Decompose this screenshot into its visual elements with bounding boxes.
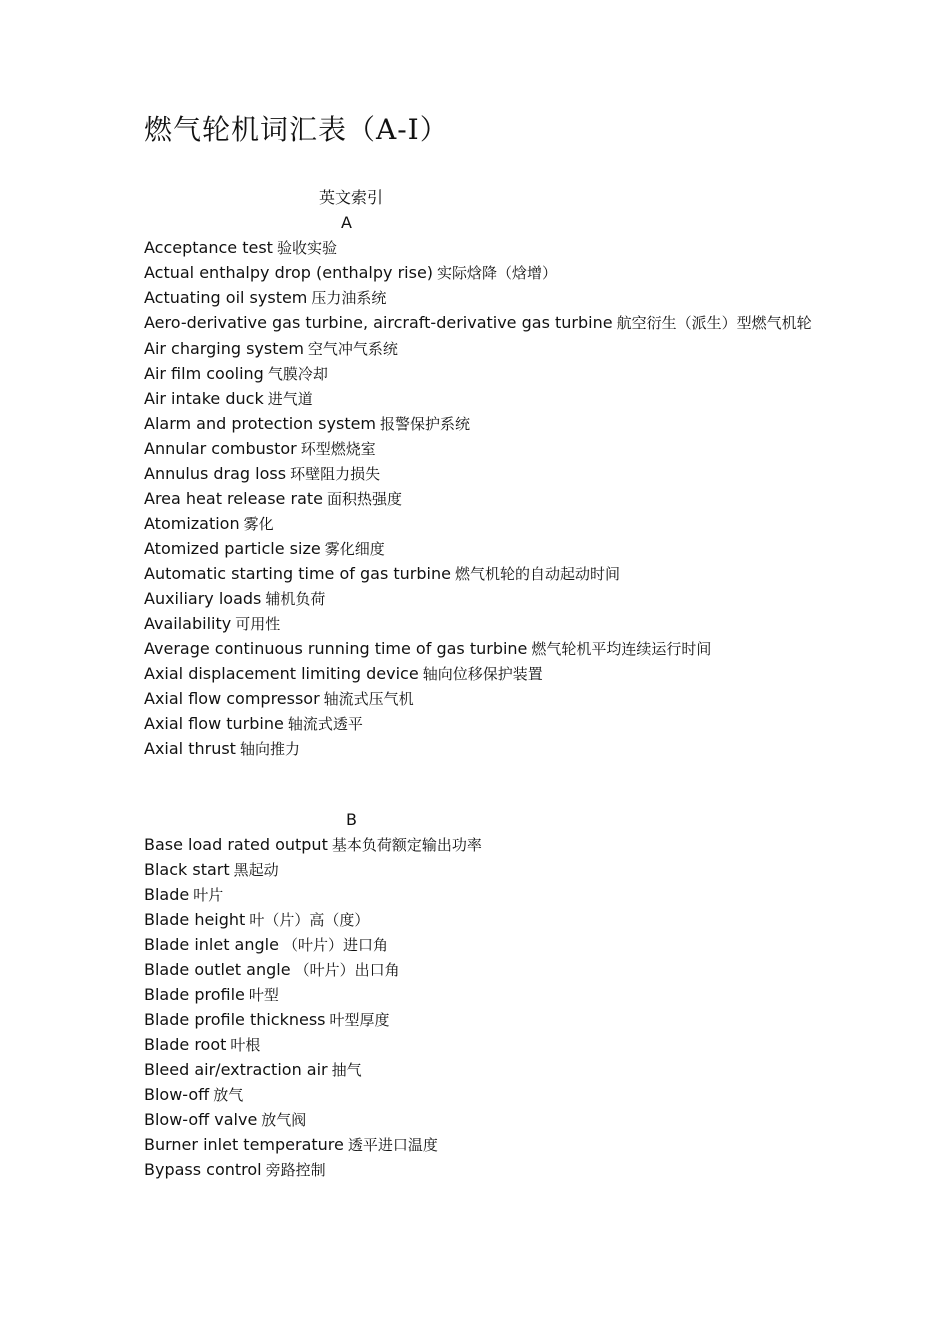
entry-chinese-term: 辅机负荷: [265, 590, 326, 608]
entry-english-term: Atomized particle size: [144, 539, 321, 558]
entry-chinese-term: 轴流式压气机: [323, 690, 414, 708]
entry-chinese-term: 空气冲气系统: [307, 340, 398, 358]
glossary-entry: [144, 711, 824, 736]
glossary-entry: [144, 957, 824, 982]
entry-chinese-term: 可用性: [235, 615, 281, 633]
glossary-entry: [144, 310, 824, 336]
entry-chinese-term: 进气道: [267, 390, 313, 408]
entry-english-term: Base load rated output: [144, 835, 328, 854]
entry-english-term: Blade profile thickness: [144, 1010, 326, 1029]
entry-chinese-term: 放气: [213, 1086, 244, 1104]
entry-english-term: Air intake duck: [144, 389, 264, 408]
entry-english-term: Blade root: [144, 1035, 227, 1054]
entry-english-term: Bypass control: [144, 1160, 262, 1179]
glossary-entry: [144, 1007, 824, 1032]
entry-english-term: Atomization: [144, 514, 240, 533]
entry-english-term: Alarm and protection system: [144, 414, 377, 433]
entry-chinese-term: 叶型: [248, 986, 279, 1004]
entry-chinese-term: 叶（片）高（度）: [249, 911, 370, 929]
entry-english-term: Axial flow compressor: [144, 689, 320, 708]
glossary-entry: [144, 982, 824, 1007]
glossary-entry: [144, 611, 824, 636]
entry-chinese-term: 雾化细度: [324, 540, 385, 558]
glossary-entry: [144, 1107, 824, 1132]
entry-chinese-term: 面积热强度: [326, 490, 402, 508]
entry-english-term: Acceptance test: [144, 238, 273, 257]
entry-english-term: Blow-off: [144, 1085, 210, 1104]
glossary-entry: [144, 235, 824, 260]
glossary-entry: [144, 1132, 824, 1157]
entry-chinese-term: 抽气: [331, 1061, 362, 1079]
glossary-entry: [144, 932, 824, 957]
entry-chinese-term: 叶片: [193, 886, 224, 904]
index-label: 英文索引: [319, 188, 384, 207]
glossary-entry: [144, 486, 824, 511]
entry-english-term: Blow-off valve: [144, 1110, 258, 1129]
glossary-entry: [144, 686, 824, 711]
glossary-entry: [144, 386, 824, 411]
entry-english-term: Axial thrust: [144, 739, 236, 758]
entry-english-term: Blade profile: [144, 985, 245, 1004]
glossary-entry: [144, 436, 824, 461]
glossary-entry: [144, 1057, 824, 1082]
entry-english-term: Actual enthalpy drop (enthalpy rise): [144, 263, 434, 282]
entry-english-term: Blade outlet angle: [144, 960, 291, 979]
entry-english-term: Area heat release rate: [144, 489, 323, 508]
entry-english-term: Actuating oil system: [144, 288, 308, 307]
entry-chinese-term: 透平进口温度: [347, 1136, 438, 1154]
entry-chinese-term: （叶片）出口角: [294, 961, 400, 979]
entry-chinese-term: 轴流式透平: [287, 715, 363, 733]
entry-english-term: Availability: [144, 614, 232, 633]
glossary-entry: [144, 336, 824, 361]
glossary-entry: [144, 1082, 824, 1107]
entry-english-term: Annulus drag loss: [144, 464, 287, 483]
glossary-entry: [144, 561, 824, 586]
glossary-entry: [144, 907, 824, 932]
entry-chinese-term: 报警保护系统: [380, 415, 471, 433]
entry-chinese-term: 压力油系统: [311, 289, 387, 307]
glossary-entry: [144, 1032, 824, 1057]
glossary-entry: [144, 586, 824, 611]
glossary-entry: [144, 832, 824, 857]
entry-chinese-term: 旁路控制: [265, 1161, 326, 1179]
entry-chinese-term: 轴向推力: [239, 740, 300, 758]
glossary-entry: [144, 511, 824, 536]
entry-english-term: Bleed air/extraction air: [144, 1060, 328, 1079]
entry-english-term: Axial displacement limiting device: [144, 664, 419, 683]
entry-english-term: Blade height: [144, 910, 246, 929]
section-letter-b: B: [346, 810, 357, 829]
entry-english-term: Average continuous running time of gas turbine: [144, 639, 528, 658]
entry-english-term: Blade inlet angle: [144, 935, 279, 954]
entry-english-term: Burner inlet temperature: [144, 1135, 344, 1154]
entry-english-term: Air charging system: [144, 339, 304, 358]
glossary-entry: [144, 1157, 824, 1182]
glossary-entry: [144, 636, 824, 661]
glossary-entry: [144, 661, 824, 686]
glossary-entry: [144, 461, 824, 486]
glossary-entry: [144, 285, 824, 310]
glossary-entry: [144, 361, 824, 386]
section-b-entries: [144, 832, 824, 1182]
entry-english-term: Blade: [144, 885, 190, 904]
entry-chinese-term: 实际焓降（焓增）: [437, 264, 558, 282]
glossary-entry: [144, 536, 824, 561]
entry-chinese-term: 燃气轮机平均连续运行时间: [531, 640, 712, 658]
entry-english-term: Annular combustor: [144, 439, 297, 458]
entry-chinese-term: 环壁阻力损失: [290, 465, 381, 483]
entry-english-term: Aero-derivative gas turbine, aircraft-derivative gas turbine: [144, 313, 613, 332]
entry-chinese-term: 航空衍生（派生）型燃气机轮: [616, 314, 812, 332]
entry-chinese-term: 燃气机轮的自动起动时间: [454, 565, 620, 583]
glossary-entry: [144, 857, 824, 882]
entry-english-term: Auxiliary loads: [144, 589, 262, 608]
document-title: 燃气轮机词汇表（A-I）: [144, 113, 449, 146]
entry-english-term: Black start: [144, 860, 230, 879]
entry-chinese-term: 环型燃烧室: [300, 440, 376, 458]
glossary-entry: [144, 260, 824, 285]
glossary-entry: [144, 882, 824, 907]
section-a-entries: [144, 235, 824, 761]
entry-english-term: Automatic starting time of gas turbine: [144, 564, 451, 583]
entry-chinese-term: 气膜冷却: [267, 365, 328, 383]
glossary-entry: [144, 736, 824, 761]
section-letter-a: A: [341, 213, 352, 232]
entry-chinese-term: 验收实验: [276, 239, 337, 257]
entry-chinese-term: 黑起动: [233, 861, 279, 879]
entry-english-term: Air film cooling: [144, 364, 264, 383]
entry-chinese-term: （叶片）进口角: [282, 936, 388, 954]
entry-chinese-term: 轴向位移保护装置: [422, 665, 543, 683]
entry-chinese-term: 叶根: [230, 1036, 261, 1054]
entry-chinese-term: 雾化: [243, 515, 274, 533]
entry-chinese-term: 叶型厚度: [329, 1011, 390, 1029]
entry-chinese-term: 放气阀: [261, 1111, 307, 1129]
entry-chinese-term: 基本负荷额定输出功率: [331, 836, 482, 854]
entry-english-term: Axial flow turbine: [144, 714, 284, 733]
glossary-entry: [144, 411, 824, 436]
